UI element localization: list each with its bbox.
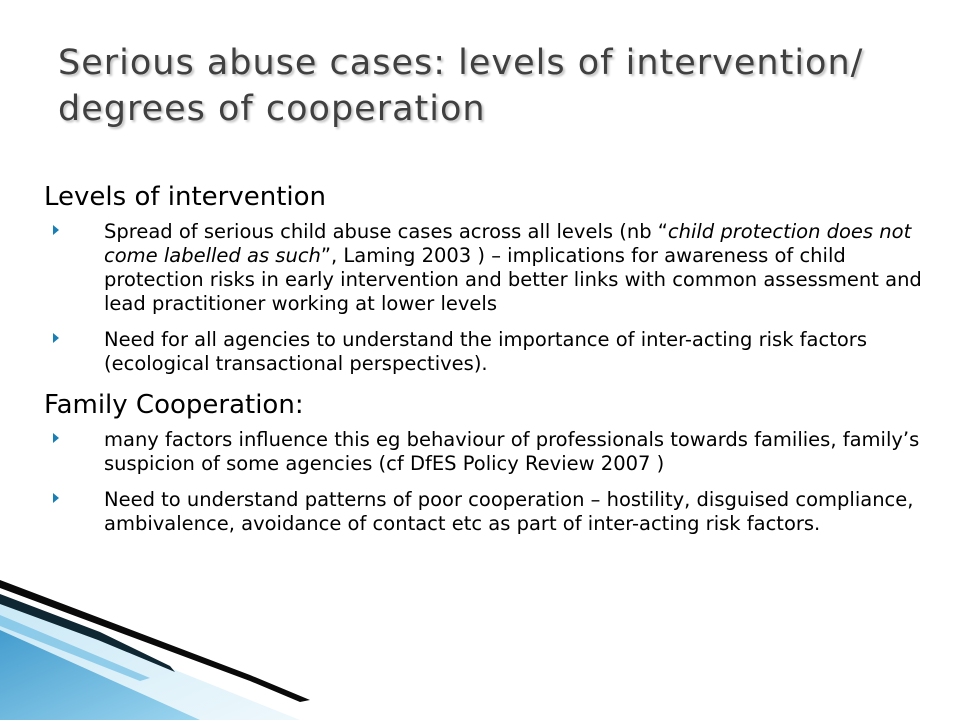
right-triangle-bullet-icon bbox=[53, 493, 59, 503]
right-triangle-bullet-icon bbox=[53, 225, 59, 235]
section-heading: Family Cooperation: bbox=[44, 390, 304, 420]
section-levels-of-intervention bbox=[44, 180, 944, 376]
bullet-text: Need for all agencies to understand the importance of inter-acting risk factors (ecological transactional perspectives). bbox=[104, 328, 867, 375]
bullet-text: many factors influence this eg behaviour of professionals towards families, family’s suspicion of some agencies (cf DfES Policy Review 2007 ) bbox=[104, 428, 920, 475]
bullet-item bbox=[44, 488, 944, 536]
bullet-item bbox=[44, 328, 944, 376]
right-triangle-bullet-icon bbox=[53, 433, 59, 443]
bullet-item bbox=[44, 220, 944, 316]
slide-body bbox=[44, 180, 944, 548]
bullet-text-start: Spread of serious child abuse cases across all levels (nb “ bbox=[104, 220, 668, 243]
corner-swoosh-decoration bbox=[0, 560, 420, 720]
right-triangle-bullet-icon bbox=[53, 333, 59, 343]
slide-title: Serious abuse cases: levels of intervention/ degrees of cooperation bbox=[58, 43, 864, 129]
bullet-text-end: ”, Laming 2003 ) – implications for awareness of child protection risks in early intervention and better links with common assessment and lead practitioner working at lower levels bbox=[104, 244, 922, 315]
bullet-text: Need to understand patterns of poor cooperation – hostility, disguised compliance, ambivalence, avoidance of contact etc as part of inter-acting risk factors. bbox=[104, 488, 914, 535]
swoosh-dark-stroke-2 bbox=[250, 675, 310, 702]
bullet-item bbox=[44, 428, 944, 476]
bullet-text-italic-quote: child protection does not come labelled as such bbox=[104, 220, 912, 267]
section-family-cooperation bbox=[44, 388, 944, 536]
section-heading: Levels of intervention bbox=[44, 182, 327, 212]
